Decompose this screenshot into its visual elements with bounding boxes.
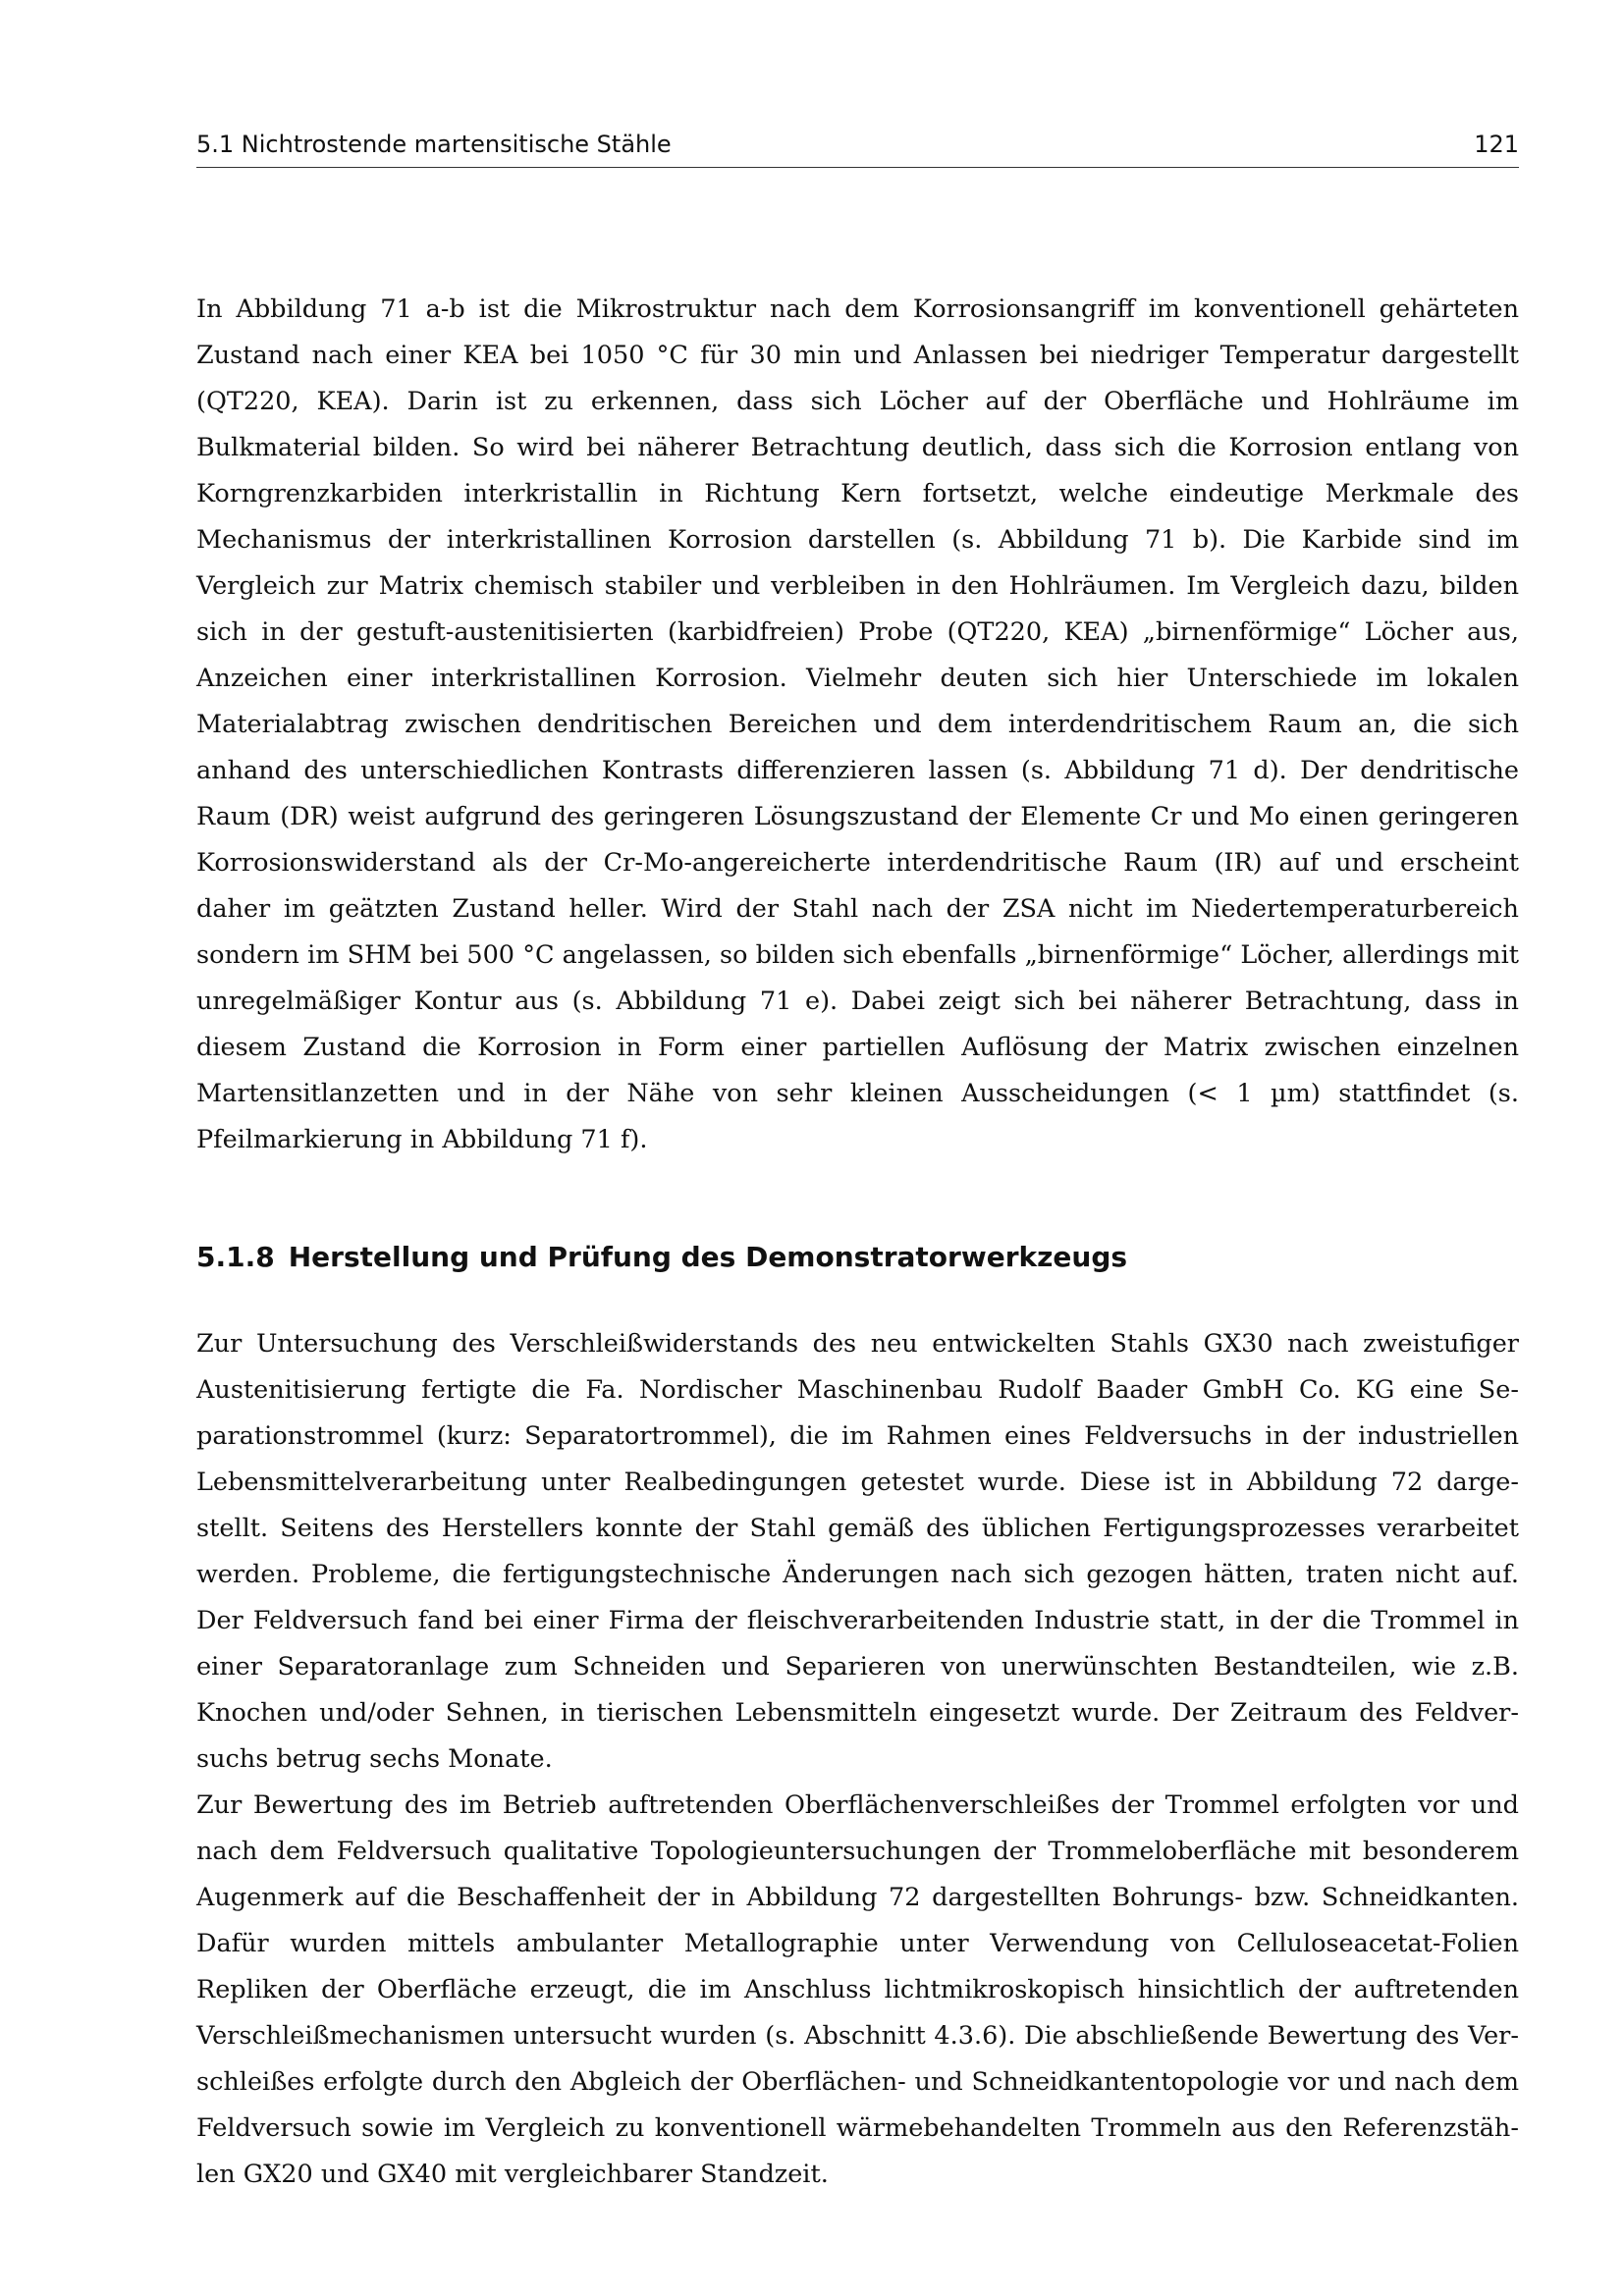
running-header-title: 5.1 Nichtrostende martensitische Stähle xyxy=(196,131,672,158)
section-number: 5.1.8 xyxy=(196,1241,275,1273)
page-number: 121 xyxy=(1474,131,1519,158)
paragraph-wear-evaluation: Zur Bewertung des im Betrieb auftretenden Oberflächenverschleißes der Trommel erfolgten vor und nach dem Feldversuch qualitative Topologieuntersuchungen der Trommeloberfläche mit besonderem Augenmerk auf die Beschaffenheit der in Abbildung 72 dargestellten Bohrungs- bzw. Schneidkanten. Dafür wurden mittels ambulanter Metallographie unter Verwendung von Celluloseacetat-Folien Repliken der Oberfläche erzeugt, die im Anschluss lichtmikroskopisch hinsichtlich der auftretenden Verschleißmechanismen untersucht wurden (s. Abschnitt 4.3.6). Die abschließende Bewertung des Verschleißes erfolgte durch den Abgleich der Oberflächen- und Schneidkantentopologie vor und nach dem Feldversuch sowie im Vergleich zu konventionell wärmebehandelten Trommeln aus den Referenzstählen GX20 und GX40 mit vergleichbarer Standzeit. xyxy=(196,1790,1519,2189)
section-heading xyxy=(196,1241,1519,1273)
paragraph-corrosion-microstructure: In Abbildung 71 a-b ist die Mikrostruktur nach dem Korrosionsangriff im konventionell gehärteten Zustand nach einer KEA bei 1050 °C für 30 min und Anlassen bei niedriger Temperatur dargestellt (QT220, KEA). Darin ist zu erkennen, dass sich Löcher auf der Oberfläche und Hohlräume im Bulkmaterial bilden. So wird bei näherer Betrachtung deutlich, dass sich die Korrosion entlang von Korngrenzkarbiden interkristallin in Richtung Kern fortsetzt, welche eindeutige Merkmale des Mechanismus der interkristallinen Korrosion darstellen (s. Abbildung 71 b). Die Karbide sind im Vergleich zur Matrix chemisch stabiler und verbleiben in den Hohlräumen. Im Vergleich dazu, bilden sich in der gestuft-austenitisierten (karbidfreien) Probe (QT220, KEA) „birnenförmige“ Löcher aus, Anzeichen einer interkristallinen Korrosion. Vielmehr deuten sich hier Unterschiede im lokalen Materialabtrag zwischen dendritischen Bereichen und dem interdendritischem Raum an, die sich anhand des unterschiedlichen Kontrasts differenzieren lassen (s. Abbildung 71 d). Der dendritische Raum (DR) weist aufgrund des geringeren Lösungszustand der Elemente Cr und Mo einen geringeren Korrosionswiderstand als der Cr-Mo-angereicherte interdendritische Raum (IR) auf und erscheint daher im geätzten Zustand heller. Wird der Stahl nach der ZSA nicht im Niedertemperaturbereich sondern im SHM bei 500 °C angelassen, so bilden sich ebenfalls „birnenförmige“ Löcher, allerdings mit unregelmäßiger Kontur aus (s. Abbildung 71 e). Dabei zeigt sich bei näherer Betrachtung, dass in diesem Zustand die Korrosion in Form einer partiellen Auflösung der Matrix zwischen einzelnen Martensitlanzetten und in der Nähe von sehr kleinen Ausscheidungen (< 1 µm) stattfindet (s. Pfeilmarkierung in Abbildung 71 f). xyxy=(196,294,1519,1154)
section-title: Herstellung und Prüfung des Demonstratorwerkzeugs xyxy=(288,1241,1128,1273)
running-header xyxy=(196,128,1519,168)
paragraph-demonstrator-fabrication: Zur Untersuchung des Verschleißwiderstands des neu entwickelten Stahls GX30 nach zweistufiger Austenitisierung fertigte die Fa. Nordischer Maschinenbau Rudolf Baader GmbH Co. KG eine Separationstrommel (kurz: Separatortrommel), die im Rahmen eines Feldversuchs in der industriellen Lebensmittelverarbeitung unter Realbedingungen getestet wurde. Diese ist in Abbildung 72 dargestellt. Seitens des Herstellers konnte der Stahl gemäß des üblichen Fertigungsprozesses verarbeitet werden. Probleme, die fertigungstechnische Änderungen nach sich gezogen hätten, traten nicht auf. Der Feldversuch fand bei einer Firma der fleischverarbeitenden Industrie statt, in der die Trommel in einer Separatoranlage zum Schneiden und Separieren von unerwünschten Bestandteilen, wie z.B. Knochen und/oder Sehnen, in tierischen Lebensmitteln eingesetzt wurde. Der Zeitraum des Feldversuchs betrug sechs Monate. xyxy=(196,1329,1519,1774)
